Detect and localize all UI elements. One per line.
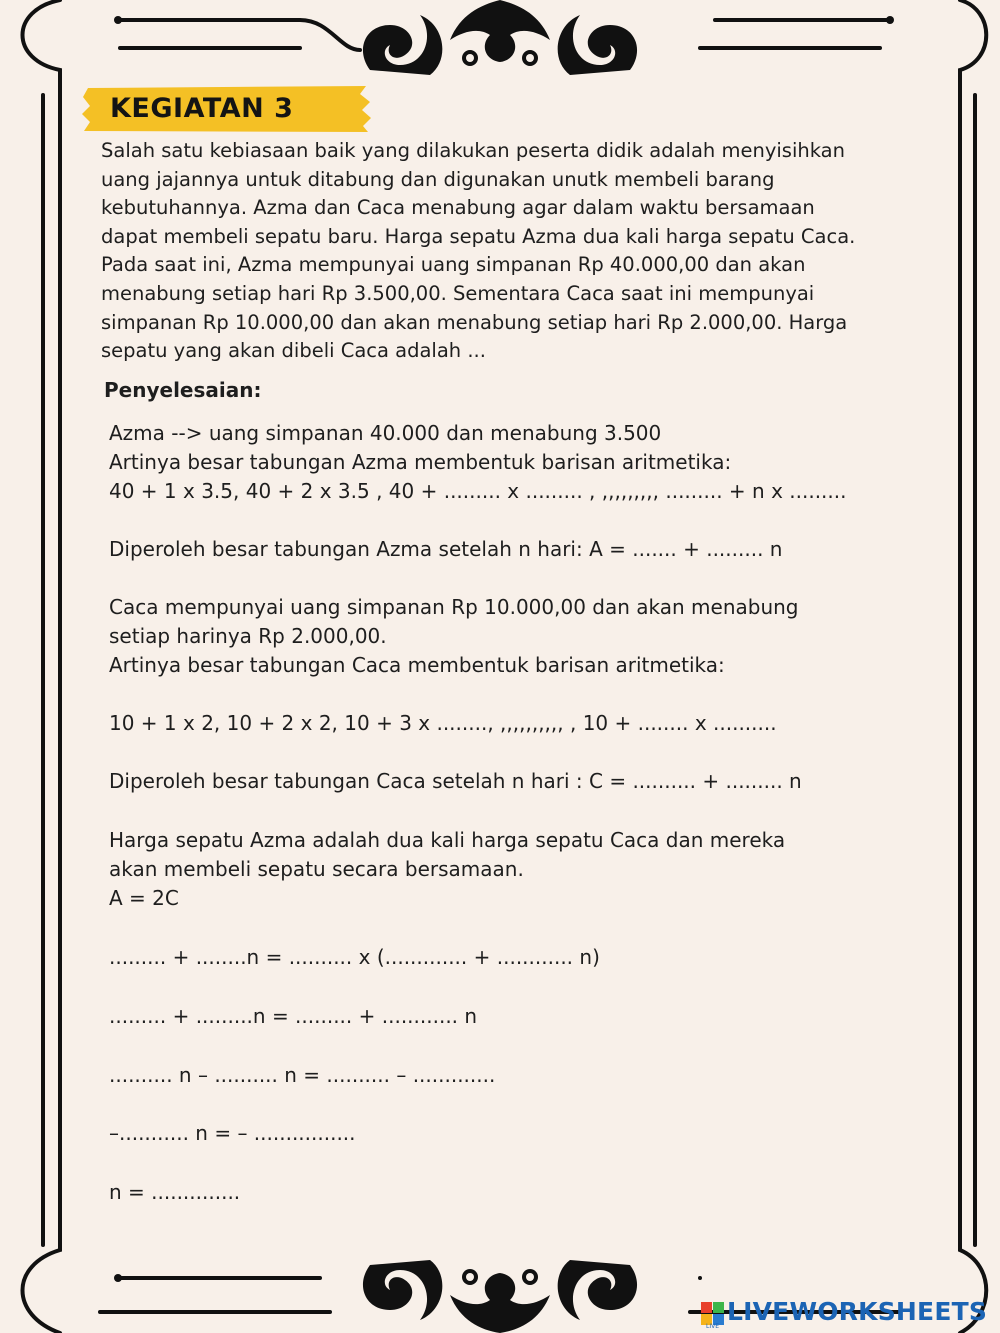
solution-line: Caca mempunyai uang simpanan Rp 10.000,00 dan akan menabung xyxy=(109,595,799,619)
problem-line: sepatu yang akan dibeli Caca adalah ... xyxy=(101,339,486,363)
answer-blank-line[interactable]: n = .............. xyxy=(109,1180,241,1204)
watermark-text: LIVEWORKSHEETS xyxy=(727,1297,988,1326)
solution-line: Artinya besar tabungan Caca membentuk barisan aritmetika: xyxy=(109,653,725,677)
answer-blank-line[interactable]: ......... + .........n = ......... + ............ n xyxy=(109,1004,478,1028)
liveworksheets-logo-icon xyxy=(700,1296,726,1330)
ornament-top xyxy=(350,0,650,80)
problem-line: uang jajannya untuk ditabung dan digunakan unutk membeli barang xyxy=(101,167,775,191)
page-title: KEGIATAN 3 xyxy=(110,93,294,124)
answer-blank-line[interactable]: ......... + ........n = .......... x (............. + ............ n) xyxy=(109,945,600,969)
problem-statement xyxy=(101,137,916,366)
solution-line: Artinya besar tabungan Azma membentuk barisan aritmetika: xyxy=(109,450,732,474)
solution-line: Harga sepatu Azma adalah dua kali harga sepatu Caca dan mereka xyxy=(109,828,786,852)
solution-line[interactable]: 40 + 1 x 3.5, 40 + 2 x 3.5 , 40 + ......... x ......... , ,,,,,,,,, ......... + n x ......... xyxy=(109,479,847,503)
problem-line: Pada saat ini, Azma mempunyai uang simpanan Rp 40.000,00 dan akan xyxy=(101,253,806,277)
answer-blank-line[interactable]: –........... n = – ................ xyxy=(109,1121,356,1145)
solution-line[interactable]: Diperoleh besar tabungan Caca setelah n hari : C = .......... + ......... n xyxy=(109,769,802,793)
problem-line: simpanan Rp 10.000,00 dan akan menabung setiap hari Rp 2.000,00. Harga xyxy=(101,310,848,334)
solution-line: Azma --> uang simpanan 40.000 dan menabung 3.500 xyxy=(109,421,662,445)
solution-line[interactable]: 10 + 1 x 2, 10 + 2 x 2, 10 + 3 x ........, ,,,,,,,,,, , 10 + ........ x .......... xyxy=(109,711,777,735)
answer-blank-line[interactable]: .......... n – .......... n = .......... – ............. xyxy=(109,1063,496,1087)
ornament-bottom xyxy=(350,1255,650,1333)
problem-line: kebutuhannya. Azma dan Caca menabung agar dalam waktu bersamaan xyxy=(101,196,815,220)
problem-line: menabung setiap hari Rp 3.500,00. Sementara Caca saat ini mempunyai xyxy=(101,281,815,305)
solution-line: A = 2C xyxy=(109,886,179,910)
problem-line: dapat membeli sepatu baru. Harga sepatu Azma dua kali harga sepatu Caca. xyxy=(101,224,856,248)
solution-line: akan membeli sepatu secara bersamaan. xyxy=(109,857,524,881)
solution-line[interactable]: Diperoleh besar tabungan Azma setelah n hari: A = ....... + ......... n xyxy=(109,537,783,561)
solution-line: setiap harinya Rp 2.000,00. xyxy=(109,624,387,648)
logo-badge: LIVE xyxy=(705,1323,720,1330)
problem-line: Salah satu kebiasaan baik yang dilakukan peserta didik adalah menyisihkan xyxy=(101,139,845,162)
solution-heading: Penyelesaian: xyxy=(104,378,262,402)
